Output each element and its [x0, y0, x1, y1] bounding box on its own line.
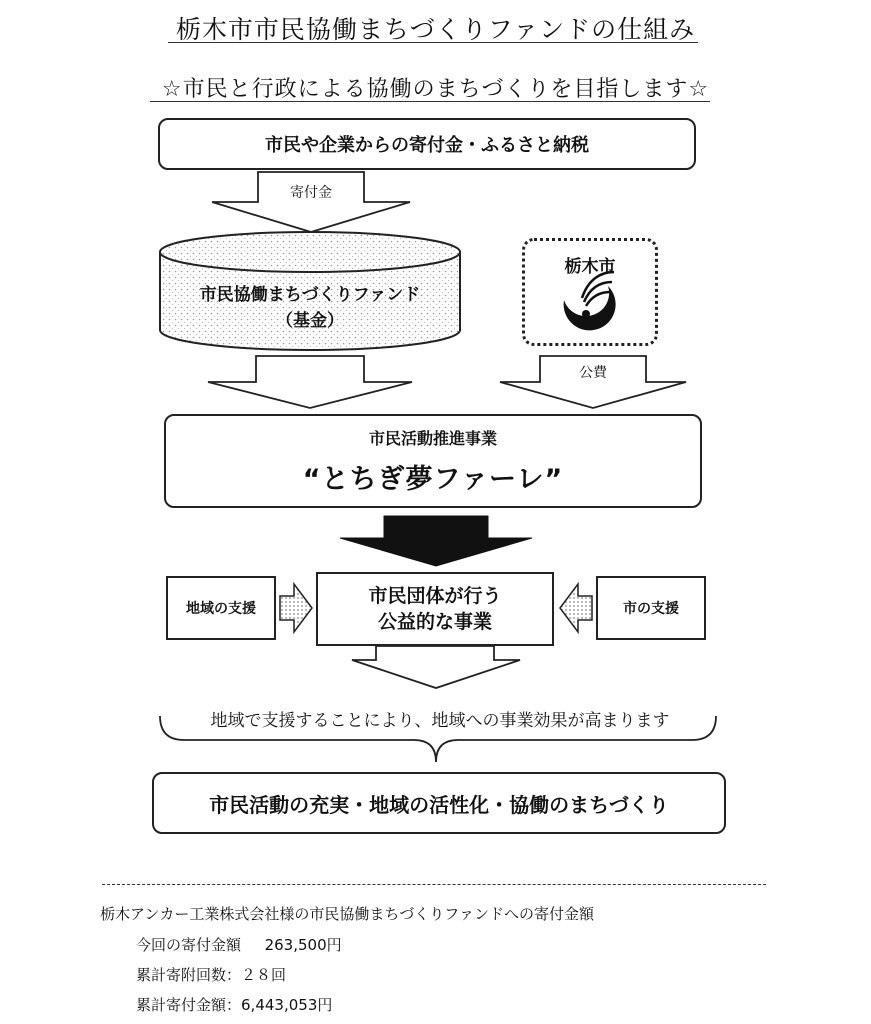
- page-title: 栃木市市民協働まちづくりファンドの仕組み: [175, 15, 696, 44]
- result-box: 市民活動の充実・地域の活性化・協働のまちづくり: [152, 772, 726, 834]
- group-project-line1: 市民団体が行う: [368, 585, 502, 607]
- program-name: “とちぎ夢ファーレ”: [302, 464, 564, 495]
- page-subtitle: ☆市民と行政による協働のまちづくりを目指します☆: [161, 77, 710, 102]
- city-support-arrow: [560, 584, 592, 632]
- donation-total-value: 6,443,053円: [241, 996, 333, 1014]
- program-title: 市民活動推進事業: [368, 429, 497, 448]
- donation-source-box: 市民や企業からの寄付金・ふるさと納税: [158, 118, 696, 170]
- city-name: 栃木市: [564, 257, 616, 277]
- donation-current-label: 今回の寄付金額: [136, 936, 242, 954]
- city-support-box: 市の支援: [596, 576, 706, 640]
- donation-count-label: 累計寄附回数：: [136, 966, 242, 984]
- effect-text: 地域で支援することにより、地域への事業効果が高まります: [210, 711, 670, 731]
- project-to-effect-arrow: [352, 646, 520, 688]
- donation-count-value: ２８回: [241, 966, 287, 984]
- donation-total-label: 累計寄付金額：: [136, 996, 242, 1014]
- donation-count-row: [136, 964, 286, 985]
- donation-total-row: [136, 994, 332, 1015]
- fund-label: [160, 282, 460, 334]
- donation-arrow-label: 寄付金: [290, 185, 332, 201]
- donation-current-row: [136, 934, 342, 955]
- section-divider: [102, 884, 766, 885]
- donation-arrow: [212, 172, 410, 232]
- fund-name: 市民協働まちづくりファンド: [199, 285, 421, 305]
- donation-current-value: 263,500円: [264, 936, 342, 954]
- program-box: [164, 414, 702, 508]
- group-project-line2: 公益的な事業: [377, 611, 492, 633]
- program-to-project-arrow: [340, 516, 532, 566]
- public-funds-label: 公費: [579, 365, 607, 381]
- regional-support-arrow: [280, 584, 312, 632]
- donation-heading: 栃木アンカー工業株式会社様の市民協働まちづくりファンドへの寄付金額: [100, 905, 594, 923]
- regional-support-box: 地域の支援: [166, 576, 276, 640]
- group-project-box: [316, 572, 554, 646]
- fund-to-program-arrow: [208, 356, 412, 408]
- fund-subtitle: （基金）: [276, 311, 344, 331]
